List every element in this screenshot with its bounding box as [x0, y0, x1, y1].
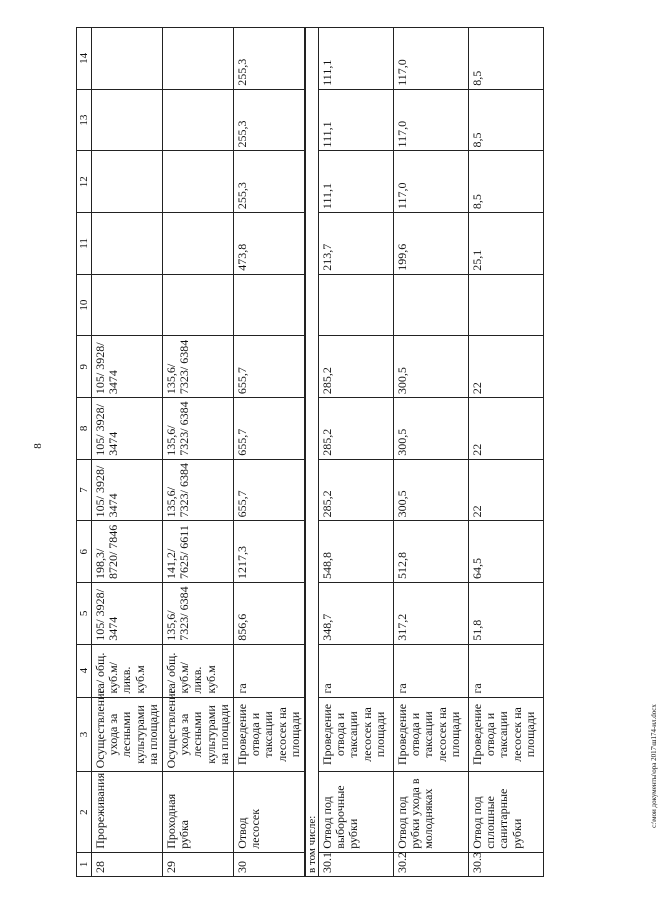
- cell-col-14: [92, 28, 163, 90]
- cell-col-10: [163, 274, 234, 336]
- column-number-12: 12: [77, 151, 92, 213]
- cell-col-8: 285,2: [319, 398, 394, 460]
- column-number-8: 8: [77, 398, 92, 460]
- table-body: [77, 28, 544, 877]
- subtotal-label: в том числе:: [305, 28, 319, 877]
- cell-col-9: 105/ 3928/ 3474: [92, 336, 163, 398]
- cell-col-10: [319, 274, 394, 336]
- cell-col-13: 255,3: [233, 89, 304, 151]
- cell-col-4: га: [469, 644, 544, 697]
- cell-col-5: 348,7: [319, 583, 394, 645]
- cell-col-5: 51,8: [469, 583, 544, 645]
- cell-col-10: [233, 274, 304, 336]
- column-number-1: 1: [77, 852, 92, 876]
- cell-col-4: га: [319, 644, 394, 697]
- table-row: [469, 28, 544, 877]
- cell-col-11: [163, 213, 234, 275]
- cell-col-14: 111,1: [319, 28, 394, 90]
- cell-col-9: 135,6/ 7323/ 6384: [163, 336, 234, 398]
- cell-col-12: [92, 151, 163, 213]
- rotated-table-wrapper: [76, 27, 569, 877]
- cell-col-10: [469, 274, 544, 336]
- cell-col-11: 213,7: [319, 213, 394, 275]
- cell-col-4: га/ общ. куб.м/ ликв. куб.м: [163, 644, 234, 697]
- cell-col-10: [92, 274, 163, 336]
- cell-col-14: 117,0: [394, 28, 469, 90]
- cell-col-8: 135,6/ 7323/ 6384: [163, 398, 234, 460]
- cell-col-2: Проходная рубка: [163, 772, 234, 852]
- cell-col-4: га/ общ. куб.м/ ликв. куб.м: [92, 644, 163, 697]
- cell-col-8: 300,5: [394, 398, 469, 460]
- cell-col-1: 28: [92, 852, 163, 876]
- page-number: 8: [31, 443, 44, 449]
- cell-col-13: [163, 89, 234, 151]
- cell-col-3: Проведение отвода и таксации лесосек на площади: [319, 697, 394, 772]
- cell-col-14: [163, 28, 234, 90]
- cell-col-1: 30.1: [319, 852, 394, 876]
- cell-col-10: [394, 274, 469, 336]
- column-number-2: 2: [77, 772, 92, 852]
- cell-col-12: 255,3: [233, 151, 304, 213]
- cell-col-11: 25,1: [469, 213, 544, 275]
- cell-col-2: Отвод под рубки ухода в молодняках: [394, 772, 469, 852]
- cell-col-7: 285,2: [319, 459, 394, 521]
- cell-col-12: 117,0: [394, 151, 469, 213]
- cell-col-4: га: [233, 644, 304, 697]
- cell-col-7: 300,5: [394, 459, 469, 521]
- cell-col-6: 64,5: [469, 521, 544, 583]
- cell-col-1: 30: [233, 852, 304, 876]
- table-row: [163, 28, 234, 877]
- cell-col-3: Проведение отвода и таксации лесосек на площади: [233, 697, 304, 772]
- cell-col-8: 105/ 3928/ 3474: [92, 398, 163, 460]
- column-number-6: 6: [77, 521, 92, 583]
- cell-col-9: 655,7: [233, 336, 304, 398]
- cell-col-7: 655,7: [233, 459, 304, 521]
- cell-col-13: [92, 89, 163, 151]
- cell-col-6: 141,2/ 7625/ 6611: [163, 521, 234, 583]
- cell-col-11: [92, 213, 163, 275]
- column-number-14: 14: [77, 28, 92, 90]
- cell-col-12: 8,5: [469, 151, 544, 213]
- cell-col-5: 856,6: [233, 583, 304, 645]
- cell-col-13: 111,1: [319, 89, 394, 151]
- cell-col-2: Отвод под сплошные санитарные рубки: [469, 772, 544, 852]
- cell-col-7: 22: [469, 459, 544, 521]
- footer-file-path: c:\мои документы\ора 2017\ш174-ил.docx: [649, 704, 658, 828]
- cell-col-8: 655,7: [233, 398, 304, 460]
- cell-col-6: 548,8: [319, 521, 394, 583]
- cell-col-2: Отвод под выборочные рубки: [319, 772, 394, 852]
- cell-col-6: 198,3/ 8720/ 7846: [92, 521, 163, 583]
- cell-col-13: 8,5: [469, 89, 544, 151]
- cell-col-11: 473,8: [233, 213, 304, 275]
- cell-col-1: 29: [163, 852, 234, 876]
- table-row: [92, 28, 163, 877]
- cell-col-9: 285,2: [319, 336, 394, 398]
- cell-col-8: 22: [469, 398, 544, 460]
- cell-col-3: Проведение отвода и таксации лесосек на площади: [469, 697, 544, 772]
- cell-col-7: 135,6/ 7323/ 6384: [163, 459, 234, 521]
- column-number-13: 13: [77, 89, 92, 151]
- cell-col-9: 22: [469, 336, 544, 398]
- cell-col-2: Прореживания: [92, 772, 163, 852]
- column-number-3: 3: [77, 697, 92, 772]
- subtotal-label-row: [305, 28, 319, 877]
- cell-col-7: 105/ 3928/ 3474: [92, 459, 163, 521]
- cell-col-1: 30.2: [394, 852, 469, 876]
- cell-col-14: 8,5: [469, 28, 544, 90]
- cell-col-3: Проведение отвода и таксации лесосек на площади: [394, 697, 469, 772]
- cell-col-6: 512,8: [394, 521, 469, 583]
- cell-col-5: 317,2: [394, 583, 469, 645]
- cell-col-6: 1217,3: [233, 521, 304, 583]
- table-row: [394, 28, 469, 877]
- cell-col-11: 199,6: [394, 213, 469, 275]
- cell-col-13: 117,0: [394, 89, 469, 151]
- cell-col-9: 300,5: [394, 336, 469, 398]
- column-number-4: 4: [77, 644, 92, 697]
- forestry-table: [76, 27, 544, 877]
- cell-col-1: 30.3: [469, 852, 544, 876]
- column-number-10: 10: [77, 274, 92, 336]
- column-number-row: [77, 28, 92, 877]
- cell-col-3: Осуществление ухода за лесными культурами на площади: [163, 697, 234, 772]
- cell-col-3: Осуществление ухода за лесными культурами на площади: [92, 697, 163, 772]
- cell-col-5: 135,6/ 7323/ 6384: [163, 583, 234, 645]
- table-row: [233, 28, 304, 877]
- cell-col-2: Отвод лесосек: [233, 772, 304, 852]
- cell-col-14: 255,3: [233, 28, 304, 90]
- table-row: [319, 28, 394, 877]
- column-number-9: 9: [77, 336, 92, 398]
- column-number-7: 7: [77, 459, 92, 521]
- cell-col-4: га: [394, 644, 469, 697]
- cell-col-12: 111,1: [319, 151, 394, 213]
- column-number-5: 5: [77, 583, 92, 645]
- cell-col-5: 105/ 3928/ 3474: [92, 583, 163, 645]
- column-number-11: 11: [77, 213, 92, 275]
- cell-col-12: [163, 151, 234, 213]
